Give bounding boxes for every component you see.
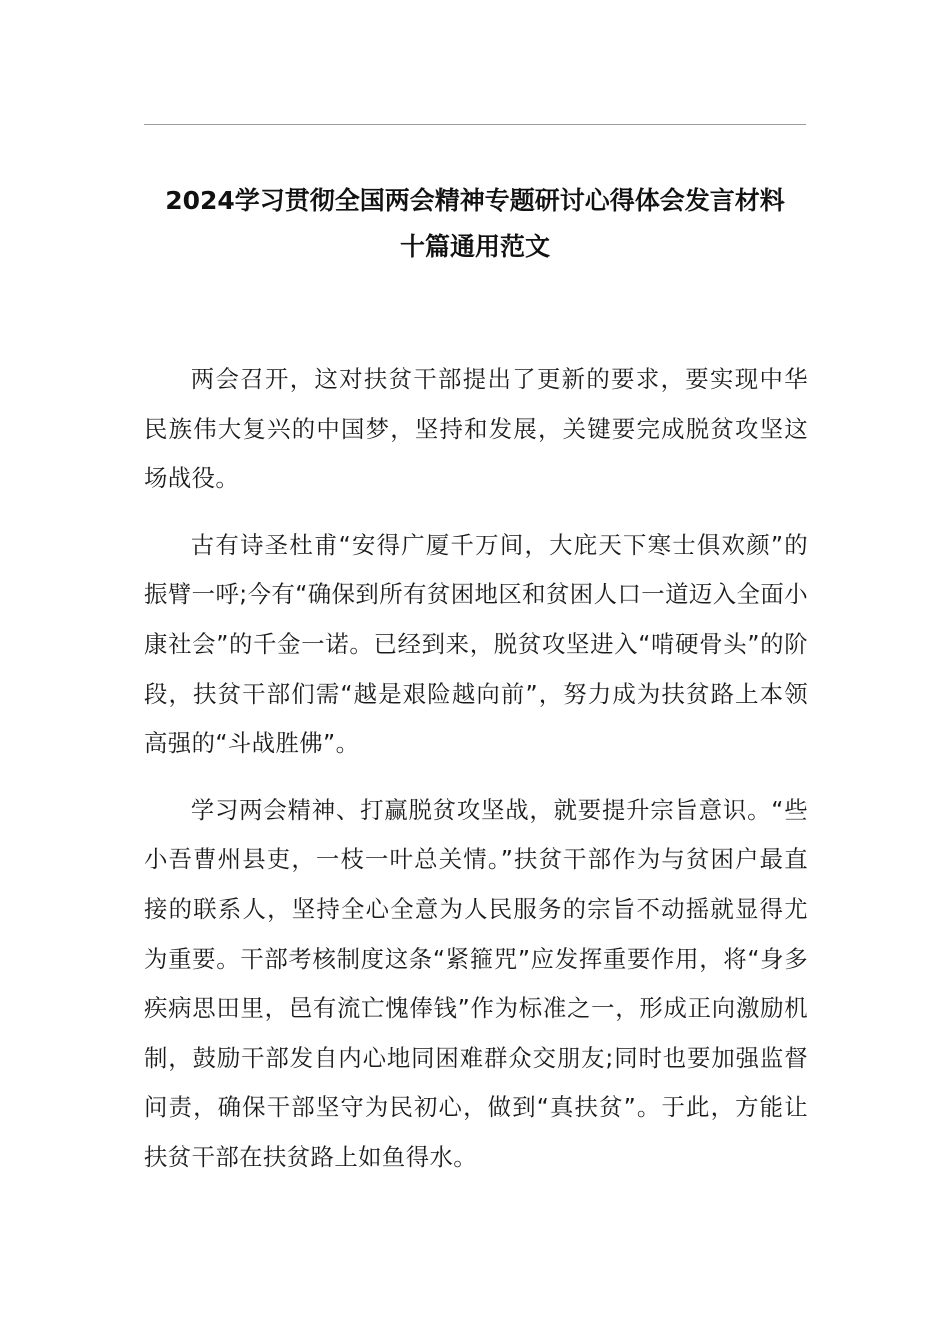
title-line-1: 2024学习贯彻全国两会精神专题研讨心得体会发言材料 bbox=[165, 186, 785, 215]
title-line-2: 十篇通用范文 bbox=[399, 232, 550, 261]
paragraph-1: 两会召开，这对扶贫干部提出了更新的要求，要实现中华民族伟大复兴的中国梦，坚持和发展，关键要完成脱贫攻坚这场战役。 bbox=[144, 365, 808, 493]
paragraph-3: 学习两会精神、打赢脱贫攻坚战，就要提升宗旨意识。“些小吾曹州县吏，一枝一叶总关情。”扶贫干部作为与贫困户最直接的联系人，坚持全心全意为人民服务的宗旨不动摇就显得尤为重要。干部考核制度这条“紧箍咒”应发挥重要作用，将“身多疾病思田里，邑有流亡愧俸钱”作为标准之一，形成正向激励机制，鼓励干部发自内心地同困难群众交朋友;同时也要加强监督问责，确保干部坚守为民初心，做到“真扶贫”。于此，方能让扶贫干部在扶贫路上如鱼得水。 bbox=[144, 795, 808, 1171]
document-title bbox=[144, 178, 806, 270]
header-divider bbox=[144, 124, 806, 125]
paragraph-2: 古有诗圣杜甫“安得广厦千万间，大庇天下寒士俱欢颜”的振臂一呼;今有“确保到所有贫困地区和贫困人口一道迈入全面小康社会”的千金一诺。已经到来，脱贫攻坚进入“啃硬骨头”的阶段，扶贫干部们需“越是艰险越向前”，努力成为扶贫路上本领高强的“斗战胜佛”。 bbox=[144, 530, 808, 758]
document-body bbox=[144, 355, 808, 1200]
